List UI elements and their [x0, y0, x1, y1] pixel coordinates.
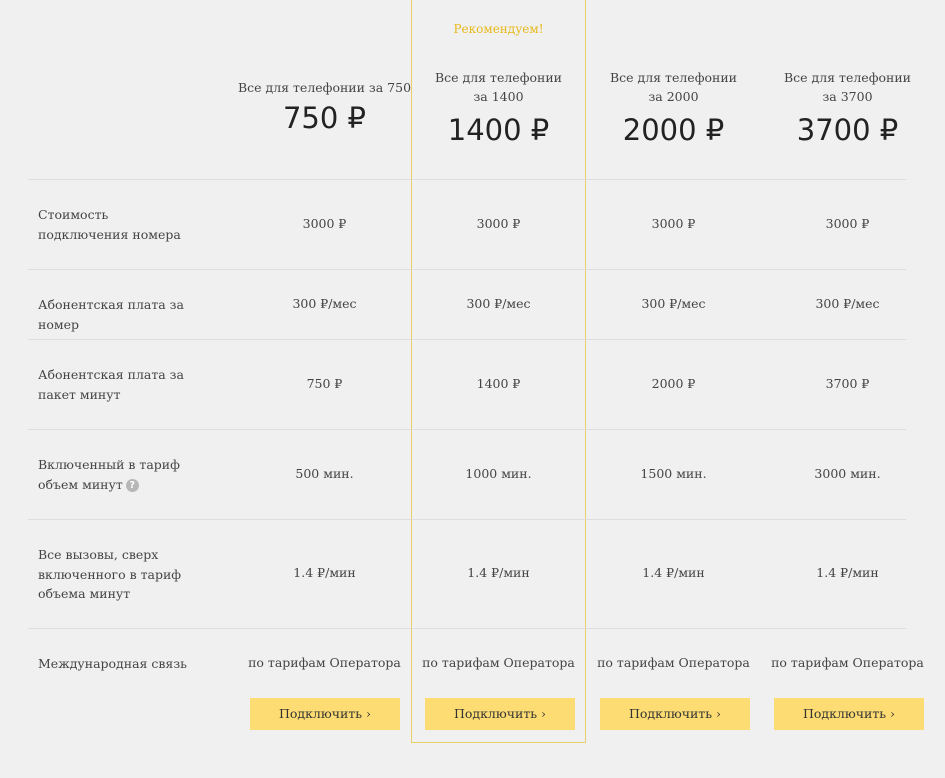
row-divider [28, 429, 906, 430]
connect-button-3700[interactable]: Подключить › [774, 698, 924, 730]
row-label-extra-calls: Все вызовы, сверх включенного в тариф объема минут [38, 547, 182, 601]
cell-included-minutes: 1500 мин. [640, 466, 707, 481]
row-label-international: Международная связь [38, 656, 187, 671]
cell-included-minutes: 500 мин. [295, 466, 354, 481]
cell-minutes-fee: 1400 ₽ [476, 376, 521, 391]
plan-price-2000: 2000 ₽ [622, 113, 725, 147]
cell-international: по тарифам Оператора [422, 655, 575, 670]
cell-included-minutes: 1000 мин. [465, 466, 532, 481]
cell-international: по тарифам Оператора [597, 655, 750, 670]
row-label-minutes-fee: Абонентская плата за пакет минут [38, 367, 184, 402]
cell-international: по тарифам Оператора [771, 655, 924, 670]
row-label-included-minutes [38, 455, 213, 494]
cell-number-fee: 300 ₽/мес [466, 296, 531, 311]
cell-connection-fee: 3000 ₽ [825, 216, 870, 231]
plan-price-750: 750 ₽ [282, 101, 367, 135]
plan-name-750: Все для телефонии за 750 [237, 80, 412, 95]
row-label-number-fee: Абонентская плата за номер [38, 297, 184, 332]
connect-button-750[interactable]: Подключить › [250, 698, 400, 730]
recommended-label: Рекомендуем! [453, 22, 544, 36]
cell-connection-fee: 3000 ₽ [651, 216, 696, 231]
cell-extra-calls: 1.4 ₽/мин [467, 565, 530, 580]
row-divider [28, 519, 906, 520]
cell-international: по тарифам Оператора [248, 655, 401, 670]
cell-extra-calls: 1.4 ₽/мин [642, 565, 705, 580]
cell-number-fee: 300 ₽/мес [815, 296, 880, 311]
cell-minutes-fee: 3700 ₽ [825, 376, 870, 391]
cell-connection-fee: 3000 ₽ [476, 216, 521, 231]
plan-price-3700: 3700 ₽ [796, 113, 899, 147]
recommended-column-highlight [411, 0, 586, 743]
cell-extra-calls: 1.4 ₽/мин [293, 565, 356, 580]
cell-minutes-fee: 750 ₽ [306, 376, 343, 391]
cell-included-minutes: 3000 мин. [814, 466, 881, 481]
plan-price-1400: 1400 ₽ [447, 113, 550, 147]
connect-button-1400[interactable]: Подключить › [425, 698, 575, 730]
row-label-included-minutes-text: Включенный в тариф объем минут [38, 457, 180, 492]
row-divider [28, 179, 906, 180]
plan-name-1400: Все для телефонии за 1400 [434, 70, 562, 104]
help-icon[interactable]: ? [126, 479, 139, 492]
connect-button-2000[interactable]: Подключить › [600, 698, 750, 730]
row-divider [28, 628, 906, 629]
plan-name-3700: Все для телефонии за 3700 [783, 70, 911, 104]
cell-number-fee: 300 ₽/мес [641, 296, 706, 311]
cell-number-fee: 300 ₽/мес [292, 296, 357, 311]
row-divider [28, 269, 906, 270]
plan-name-2000: Все для телефонии за 2000 [609, 70, 737, 104]
cell-extra-calls: 1.4 ₽/мин [816, 565, 879, 580]
cell-minutes-fee: 2000 ₽ [651, 376, 696, 391]
cell-connection-fee: 3000 ₽ [302, 216, 347, 231]
row-label-connection-fee: Стоимость подключения номера [38, 207, 181, 242]
row-divider [28, 339, 906, 340]
